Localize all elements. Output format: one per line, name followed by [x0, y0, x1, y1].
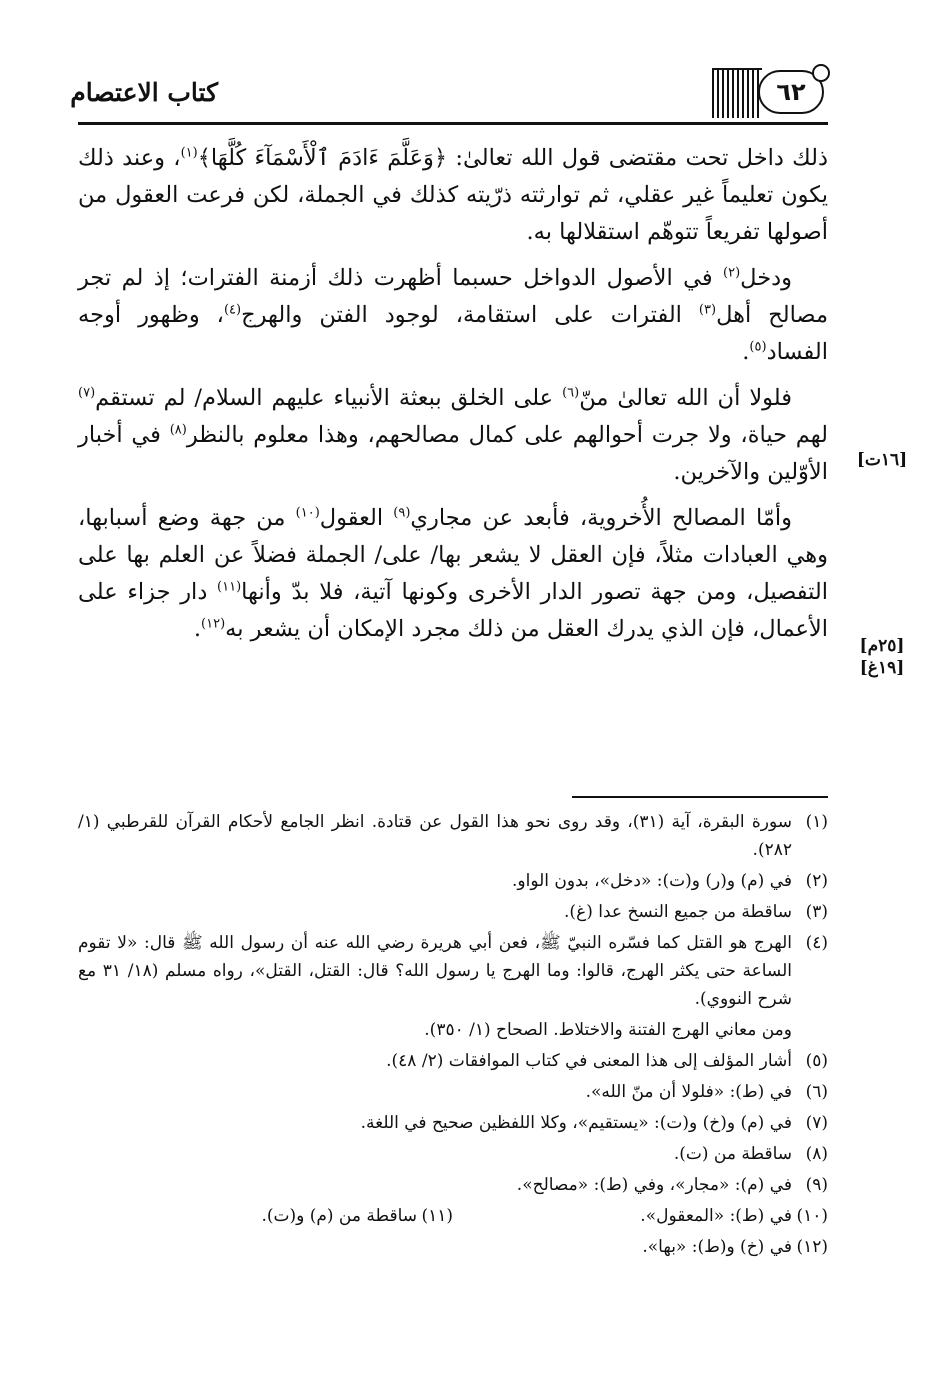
- footnotes: [78, 808, 828, 1264]
- footnote-number: (٧): [805, 1113, 828, 1133]
- footnote-ref: (١٠): [295, 505, 320, 521]
- footnote-ref: (٧): [78, 385, 96, 401]
- paragraph: [78, 260, 828, 371]
- page-header: [0, 0, 948, 130]
- text-run: ، وظهور أوجه الفساد: [78, 302, 828, 365]
- footnote: [78, 1140, 828, 1168]
- footnote: [78, 1047, 828, 1075]
- footnote-separator: [572, 796, 828, 798]
- footnote: [78, 1202, 453, 1230]
- text-run: العقول: [319, 505, 394, 531]
- footnote-text: ساقطة من (ت).: [673, 1144, 792, 1164]
- footnote-text: الهرج هو القتل كما فسّره النبيّ ﷺ، فعن أبي هريرة رضي الله عنه أن رسول الله ﷺ قال: «لا تقوم الساعة حتى يكثر الهرج، قالوا: وما الهرج يا رسول الله؟ قال: القتل، القتل»، رواه مسلم (١٨/ ٣١ مع شرح النووي).: [78, 933, 792, 1009]
- footnote-ref: (١٢): [201, 616, 226, 632]
- footnote: [78, 808, 828, 864]
- text-run: الفترات على استقامة، لوجود الفتن والهرج: [241, 302, 699, 328]
- footnote-text: أشار المؤلف إلى هذا المعنى في كتاب الموافقات (٢/ ٤٨).: [386, 1051, 792, 1071]
- page-number: ٦٢: [758, 70, 824, 114]
- footnote-ref: (٨): [169, 422, 187, 438]
- badge-ring-ornament: [812, 64, 830, 82]
- footnote: [78, 929, 828, 1013]
- margin-note: [١٩غ]: [859, 658, 905, 678]
- text-run: دار جزاء على الأعمال، فإن الذي يدرك العقل من ذلك مجرد الإمكان أن يشعر به: [78, 579, 828, 642]
- text-run: في أخبار الأوّلين والآخرين.: [78, 422, 828, 485]
- footnote-ref: (١): [180, 145, 198, 161]
- footnote: [78, 1233, 828, 1261]
- footnote-text: في (م): «مجار»، وفي (ط): «مصالح».: [516, 1175, 792, 1195]
- book-title: كتاب الاعتصام: [70, 78, 218, 107]
- margin-note: [٢٥م]: [859, 636, 905, 656]
- footnote-text: في (خ) و(ط): «بها».: [642, 1237, 792, 1257]
- footnote-ref: (٤): [223, 302, 242, 318]
- footnote-ref: (٣): [698, 302, 717, 318]
- paragraph: [78, 500, 828, 648]
- footnote: [453, 1202, 828, 1230]
- footnote-text: في (م) و(خ) و(ت): «يستقيم»، وكلا اللفظين صحيح في اللغة.: [360, 1113, 792, 1133]
- footnote-number: (٢): [805, 871, 828, 891]
- text-run: في الأصول الدواخل حسبما أظهرت ذلك أزمنة الفترات؛ إذ لم تجر مصالح أهل: [78, 265, 828, 328]
- header-ornament: [712, 68, 762, 118]
- text-run: من جهة وضع أسبابها، وهي العبادات مثلاً، فإن العقل لا يشعر بها/ على/ الجملة فضلاً عن العلم بها على التفصيل، ومن جهة تصور الدار الأخرى وكونها آتية، فلا بدّ وأنها: [78, 505, 829, 605]
- text-run: وأمّا المصالح الأُخروية، فأبعد عن مجاري: [410, 505, 792, 531]
- footnote-text: ساقطة من (م) و(ت).: [261, 1206, 417, 1226]
- footnote-number: (٦): [805, 1082, 828, 1102]
- footnote-number: (١٢): [796, 1237, 828, 1257]
- footnote-ref: (٦): [562, 385, 580, 401]
- footnote-pair: [78, 1202, 828, 1230]
- footnote-text: في (ط): «فلولا أن منّ الله».: [585, 1082, 792, 1102]
- footnote: [78, 1078, 828, 1106]
- text-run: ، وعند ذلك يكون تعليماً غير عقلي، ثم توارثته ذرّيته كذلك في الجملة، لكن فرعت العقول من أصولها تفريعاً تتوهّم استقلالها به.: [78, 145, 828, 245]
- footnote-number: (١٠): [796, 1206, 828, 1226]
- footnote-text: في (ط): «المعقول».: [640, 1206, 792, 1226]
- header-rule: [78, 122, 828, 125]
- footnote-number: (٣): [805, 902, 828, 922]
- footnote-ref: (٩): [393, 505, 411, 521]
- text-run: فلولا أن الله تعالىٰ منّ: [579, 385, 792, 411]
- footnote: [78, 867, 828, 895]
- footnote-continuation: ومن معاني الهرج الفتنة والاختلاط. الصحاح (١/ ٣٥٠).: [424, 1020, 792, 1040]
- footnote-number: (٩): [805, 1175, 828, 1195]
- footnote-number: (٨): [805, 1144, 828, 1164]
- footnote-number: (٥): [805, 1051, 828, 1071]
- text-run: لهم حياة، ولا جرت أحوالهم على كمال مصالحهم، وهذا معلوم بالنظر: [186, 422, 828, 448]
- footnote-ref: (٢): [723, 265, 741, 281]
- margin-note: [١٦ت]: [856, 450, 908, 470]
- footnote-number: (٤): [805, 933, 828, 953]
- footnote: [78, 1109, 828, 1137]
- footnote-text: سورة البقرة، آية (٣١)، وقد روى نحو هذا القول عن قتادة. انظر الجامع لأحكام القرآن للقرطبي (١/ ٢٨٢).: [78, 812, 792, 860]
- text-run: .: [742, 339, 750, 365]
- text-run: على الخلق ببعثة الأنبياء عليهم السلام/ لم تستقم: [95, 385, 563, 411]
- footnote-number: (١١): [421, 1206, 453, 1226]
- paragraph: [78, 140, 828, 251]
- paragraph: [78, 380, 828, 491]
- text-run: ودخل: [740, 265, 792, 291]
- text-run: .: [193, 616, 202, 642]
- text-run: ذلك داخل تحت مقتضى قول الله تعالىٰ: ﴿وَعَلَّمَ ءَادَمَ ٱلْأَسْمَآءَ كُلَّهَا﴾: [197, 145, 829, 171]
- footnote: [78, 1171, 828, 1199]
- footnote: [78, 898, 828, 926]
- footnote-text: في (م) و(ر) و(ت): «دخل»، بدون الواو.: [511, 871, 792, 891]
- footnote-text: ساقطة من جميع النسخ عدا (غ).: [564, 902, 792, 922]
- footnote-number: (١): [805, 812, 828, 832]
- footnote-ref: (٥): [749, 339, 767, 355]
- footnote-ref: (١١): [217, 579, 242, 595]
- main-text: [78, 140, 828, 657]
